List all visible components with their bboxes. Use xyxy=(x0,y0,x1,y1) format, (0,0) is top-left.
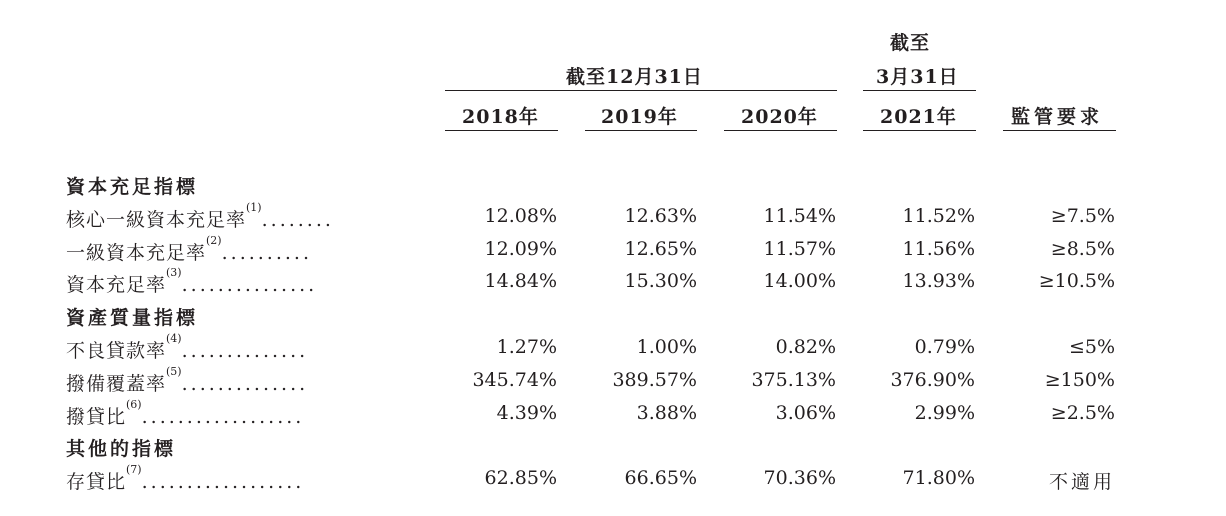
year-rule-2021 xyxy=(863,130,976,131)
cell-requirement: ≤5% xyxy=(1068,336,1115,358)
section-title-other: 其他的指標 xyxy=(66,438,177,460)
section-title-capital-adequacy: 資本充足指標 xyxy=(66,176,199,198)
year-rule-2018 xyxy=(445,130,558,131)
cell-value: 70.36% xyxy=(763,467,836,489)
cell-value: 12.65% xyxy=(624,238,697,260)
cell-value: 2.99% xyxy=(914,402,975,424)
cell-value: 15.30% xyxy=(624,270,697,292)
footnote-ref: (3) xyxy=(166,266,182,279)
cell-value: 376.90% xyxy=(890,369,975,391)
year-rule-2020 xyxy=(724,130,837,131)
cell-value: 0.79% xyxy=(914,336,975,358)
year-rule-2019 xyxy=(585,130,697,131)
cell-value: 13.93% xyxy=(902,270,975,292)
header-regulatory: 監管要求 xyxy=(1011,106,1104,128)
cell-requirement: ≥8.5% xyxy=(1050,238,1115,260)
cell-value: 1.27% xyxy=(496,336,557,358)
cell-value: 11.54% xyxy=(763,205,836,227)
row-label-provision-to-loan: 撥貸比$^{(6)}$.................. xyxy=(66,398,305,428)
cell-value: 3.06% xyxy=(775,402,836,424)
cell-value: 11.56% xyxy=(902,238,975,260)
footnote-ref: (5) xyxy=(166,365,182,378)
row-label-tier1: 一級資本充足率$^{(2)}$.......... xyxy=(66,234,313,264)
footnote-ref: (7) xyxy=(126,463,142,476)
row-label-loan-to-deposit: 存貸比$^{(7)}$.................. xyxy=(66,463,305,493)
header-year-2018: 2018年 xyxy=(462,106,539,128)
year-rule-regulatory xyxy=(1003,130,1116,131)
header-year-2021: 2021年 xyxy=(880,106,957,128)
cell-value: 71.80% xyxy=(902,467,975,489)
row-label-npl-ratio: 不良貸款率$^{(4)}$.............. xyxy=(66,332,309,362)
cell-value: 62.85% xyxy=(484,467,557,489)
header-as-at-dec31: 截至12月31日 xyxy=(566,66,703,88)
cell-value: 66.65% xyxy=(624,467,697,489)
footnote-ref: (2) xyxy=(206,234,222,247)
footnote-ref: (6) xyxy=(126,398,142,411)
cell-value: 14.84% xyxy=(484,270,557,292)
header-as-at-label: 截至 xyxy=(890,32,931,54)
cell-value: 12.63% xyxy=(624,205,697,227)
row-label-provision-coverage: 撥備覆蓋率$^{(5)}$.............. xyxy=(66,365,309,395)
header-rule-dec31 xyxy=(445,90,837,91)
row-label-capital-adequacy: 資本充足率$^{(3)}$............... xyxy=(66,266,318,296)
cell-value: 375.13% xyxy=(751,369,836,391)
header-mar31: 3月31日 xyxy=(876,66,959,88)
cell-value: 0.82% xyxy=(775,336,836,358)
cell-value: 3.88% xyxy=(636,402,697,424)
section-title-asset-quality: 資產質量指標 xyxy=(66,307,199,329)
cell-requirement: ≥2.5% xyxy=(1050,402,1115,424)
row-label-core-tier1: 核心一級資本充足率$^{(1)}$........ xyxy=(66,201,334,231)
cell-value: 1.00% xyxy=(636,336,697,358)
cell-value: 12.08% xyxy=(484,205,557,227)
cell-value: 389.57% xyxy=(612,369,697,391)
footnote-ref: (4) xyxy=(166,332,182,345)
header-year-2020: 2020年 xyxy=(741,106,818,128)
cell-requirement: ≥150% xyxy=(1044,369,1115,391)
cell-requirement: ≥7.5% xyxy=(1050,205,1115,227)
footnote-ref: (1) xyxy=(246,201,262,214)
cell-value: 4.39% xyxy=(496,402,557,424)
cell-requirement: ≥10.5% xyxy=(1038,270,1115,292)
cell-value: 11.57% xyxy=(763,238,836,260)
header-rule-mar31 xyxy=(863,90,976,91)
cell-value: 12.09% xyxy=(484,238,557,260)
cell-requirement: 不適用 xyxy=(1048,471,1115,493)
cell-value: 345.74% xyxy=(472,369,557,391)
cell-value: 14.00% xyxy=(763,270,836,292)
header-year-2019: 2019年 xyxy=(601,106,678,128)
cell-value: 11.52% xyxy=(902,205,975,227)
